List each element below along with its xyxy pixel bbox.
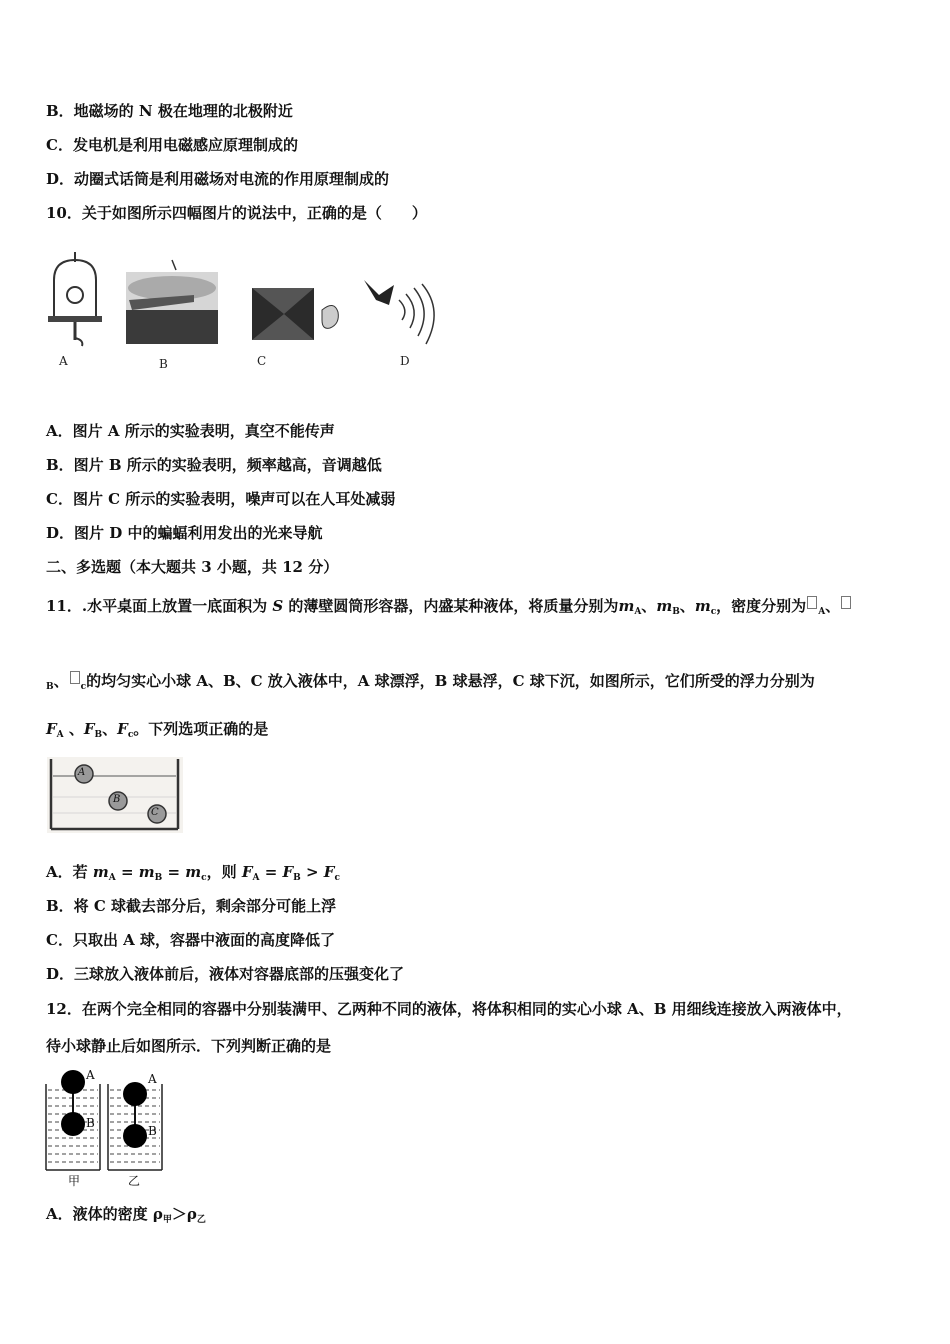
sep: 、	[825, 597, 841, 615]
q11-text: 。下列选项正确的是	[133, 720, 269, 738]
var-f: F	[83, 720, 95, 738]
q12-ball-label-a1: A	[86, 1068, 95, 1082]
q9-option-d: D．动圈式话筒是利用磁场对电流的作用原理制成的	[46, 170, 390, 188]
q11-stem-line1	[46, 596, 852, 622]
eq: =	[115, 863, 139, 881]
sub: c	[710, 607, 717, 617]
var-f: F	[117, 720, 128, 738]
figure-label-c: C	[257, 354, 267, 368]
q11-text: ，密度分别为	[716, 597, 807, 615]
sub: B	[94, 730, 103, 740]
sub: B	[293, 873, 301, 883]
sep: 、	[53, 672, 69, 690]
var-f: F	[282, 863, 294, 881]
gt: >	[300, 863, 324, 881]
ball-label-b: B	[113, 794, 121, 805]
ball-label-c: C	[151, 807, 159, 818]
var-f: F	[323, 863, 335, 881]
container-label-yi: 乙	[128, 1174, 141, 1188]
sub: B	[154, 873, 163, 883]
figure-label-d: D	[400, 354, 410, 368]
figure-b-drum	[126, 260, 218, 344]
sep: 、	[679, 597, 695, 615]
sep: 、	[641, 597, 657, 615]
q11-text: A．若	[46, 863, 88, 881]
q11-stem-line2	[46, 671, 815, 697]
figure-d-bat	[364, 280, 434, 344]
missing-rho-glyph	[70, 671, 80, 684]
var-s: S	[272, 597, 284, 615]
q9-option-b: B．地磁场的 N 极在地理的北极附近	[46, 102, 293, 120]
q11-option-b: B．将 C 球截去部分后，剩余部分可能上浮	[46, 897, 337, 915]
missing-rho-glyph	[807, 596, 817, 609]
section-title: 二、多选题（本大题共 3 小题，共 12 分）	[46, 558, 339, 576]
q11-text: 11．.水平桌面上放置一底面积为	[46, 597, 268, 615]
sub: A	[56, 730, 64, 740]
q11-text: 的薄壁圆筒形容器，内盛某种液体，将质量分别为	[288, 597, 619, 615]
q10-figure-svg	[44, 250, 449, 375]
q12-ball-label-b1: B	[86, 1116, 95, 1130]
q12-option-a	[46, 1204, 206, 1230]
q9-option-c: C．发电机是利用电磁感应原理制成的	[46, 136, 298, 154]
var-m: m	[618, 597, 635, 615]
q11-figure	[47, 757, 183, 833]
sub: c	[334, 873, 340, 883]
q12-stem-line1: 12．在两个完全相同的容器中分别装满甲、乙两种不同的液体，将体积相同的实心小球 A、B 用细线连接放入两液体中，	[46, 1000, 852, 1018]
figure-a-bell-jar	[48, 252, 102, 346]
q12-ball-label-b2: B	[148, 1124, 157, 1138]
sep: 、	[102, 720, 118, 738]
var-m: m	[656, 597, 673, 615]
var-m: m	[92, 863, 109, 881]
sub: c	[127, 730, 134, 740]
sub: c	[201, 873, 207, 883]
sub: 乙	[196, 1215, 206, 1225]
var-f: F	[241, 863, 253, 881]
var-m: m	[138, 863, 155, 881]
sub: A	[634, 607, 642, 617]
q10-option-b: B．图片 B 所示的实验表明，频率越高，音调越低	[46, 456, 382, 474]
sep: 、	[63, 720, 84, 738]
figure-label-a: A	[59, 354, 68, 368]
q11-option-a	[46, 862, 340, 888]
eq: =	[259, 863, 283, 881]
q10-option-a: A．图片 A 所示的实验表明，真空不能传声	[46, 422, 335, 440]
sub: B	[672, 607, 680, 617]
q10-option-c: C．图片 C 所示的实验表明，噪声可以在人耳处减弱	[46, 490, 396, 508]
q10-figure	[44, 250, 449, 375]
eq: =	[162, 863, 186, 881]
q11-option-d: D．三球放入液体前后，液体对容器底部的压强变化了	[46, 965, 405, 983]
q11-text: ，则	[206, 863, 237, 881]
ball-label-a: A	[78, 767, 86, 778]
q12-text: A．液体的密度 ρ	[46, 1205, 163, 1223]
q12-figure	[44, 1066, 174, 1190]
q11-stem-line3	[46, 719, 268, 745]
q12-stem-line2: 待小球静止后如图所示．下列判断正确的是	[46, 1037, 332, 1055]
container-label-jia: 甲	[68, 1174, 81, 1188]
figure-c-noise-barrier	[252, 288, 338, 340]
var-f: F	[46, 720, 57, 738]
q10-stem: 10．关于如图所示四幅图片的说法中，正确的是（ ）	[46, 204, 427, 222]
q10-option-d: D．图片 D 中的蝙蝠利用发出的光来导航	[46, 524, 323, 542]
sub: 甲	[162, 1215, 172, 1225]
q11-text: 的均匀实心小球 A、B、C 放入液体中，A 球漂浮，B 球悬浮，C 球下沉，如图所示，它们所受的浮力分别为	[86, 672, 815, 690]
q12-text: ＞ρ	[171, 1205, 197, 1223]
q11-option-c: C．只取出 A 球，容器中液面的高度降低了	[46, 931, 336, 949]
missing-rho-glyph	[841, 596, 851, 609]
q12-ball-label-a2: A	[148, 1072, 157, 1086]
sub: A	[108, 873, 116, 883]
sub: c	[80, 682, 87, 692]
var-m: m	[694, 597, 711, 615]
sub: A	[252, 873, 260, 883]
var-m: m	[185, 863, 202, 881]
sub: A	[818, 607, 826, 617]
figure-label-b: B	[159, 357, 168, 371]
sub: B	[46, 682, 54, 692]
